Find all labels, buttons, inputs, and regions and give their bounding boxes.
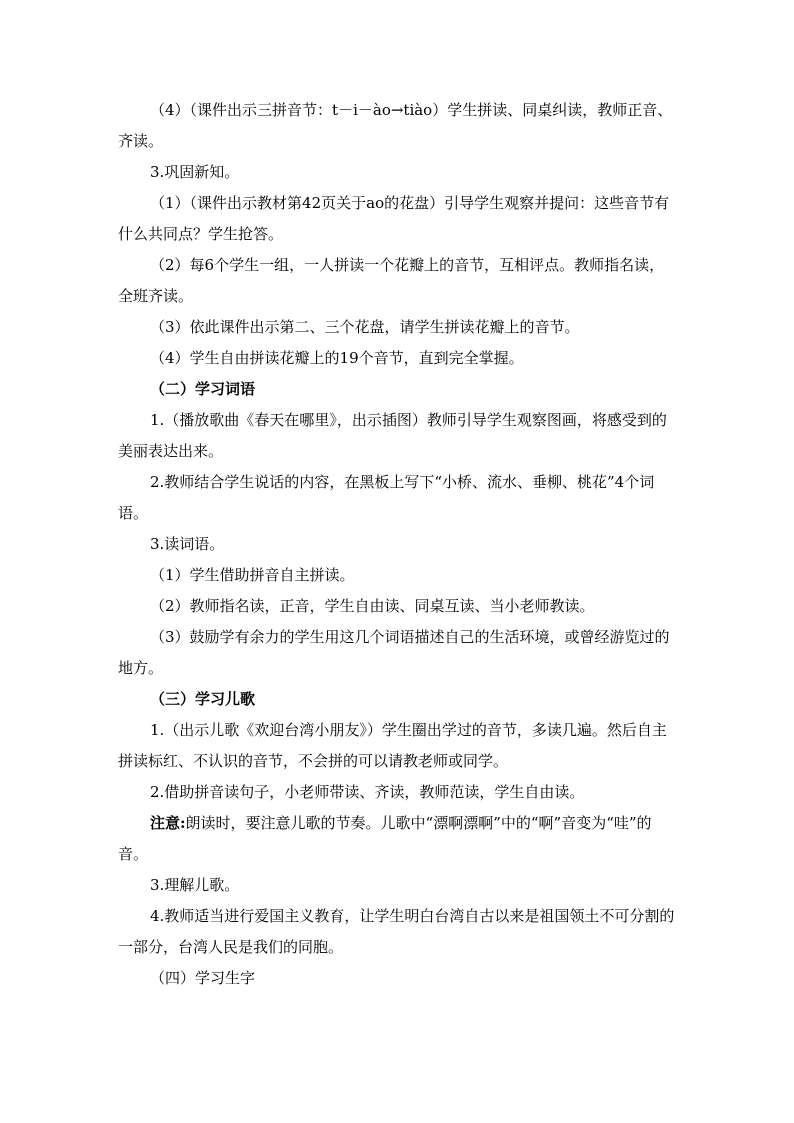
- paragraph: （1）学生借助拼音自主拼读。: [150, 566, 355, 584]
- paragraph: （4）（课件出示三拼音节：t－i－ào→tiào）学生拼读、同桌纠读，教师正音、齐读。: [118, 101, 673, 150]
- paragraph: 2.教师结合学生说话的内容，在黑板上写下“小桥、流水、垂柳、桃花”4个词语。: [118, 473, 655, 522]
- paragraph: （2）每6个学生一组，一人拼读一个花瓣上的音节，互相评点。教师指名读，全班齐读。: [118, 256, 665, 305]
- note-paragraph: [118, 808, 676, 870]
- document-body: [118, 95, 676, 994]
- paragraph: 4.教师适当进行爱国主义教育，让学生明白台湾自古以来是祖国领土不可分割的一部分，台湾人民是我们的同胞。: [118, 907, 675, 956]
- paragraph: 3.读词语。: [150, 535, 225, 553]
- paragraph: 1.（出示儿歌《欢迎台湾小朋友》）学生圈出学过的音节，多读几遍。然后自主拼读标红、不认识的音节，不会拼的可以请教老师或同学。: [118, 721, 667, 770]
- paragraph: （3）依此课件出示第二、三个花盘，请学生拼读花瓣上的音节。: [150, 318, 580, 336]
- section-heading: （二）学习词语: [150, 380, 256, 398]
- paragraph: （1）（课件出示教材第42页关于ao的花盘）引导学生观察并提问：这些音节有什么共同点？学生抢答。: [118, 194, 670, 243]
- paragraph: 1.（播放歌曲《春天在哪里》，出示插图）教师引导学生观察图画，将感受到的美丽表达出来。: [118, 411, 667, 460]
- paragraph: （4）学生自由拼读花瓣上的19个音节，直到完全掌握。: [150, 349, 524, 367]
- note-text: 朗读时，要注意儿歌的节奏。儿歌中“漂啊漂啊”中的“啊”音变为“哇”的音。: [118, 814, 652, 863]
- paragraph: （3）鼓励学有余力的学生用这几个词语描述自己的生活环境，或曾经游览过的地方。: [118, 628, 670, 677]
- section-heading: （四）学习生字: [150, 969, 256, 987]
- paragraph: 3.理解儿歌。: [150, 876, 240, 894]
- paragraph: 3.巩固新知。: [150, 163, 240, 181]
- paragraph: （2）教师指名读，正音，学生自由读、同桌互读、当小老师教读。: [150, 597, 595, 615]
- note-label: 注意:: [150, 814, 186, 832]
- section-heading: （三）学习儿歌: [150, 690, 256, 708]
- paragraph: 2.借助拼音读句子，小老师带读、齐读，教师范读，学生自由读。: [150, 783, 585, 801]
